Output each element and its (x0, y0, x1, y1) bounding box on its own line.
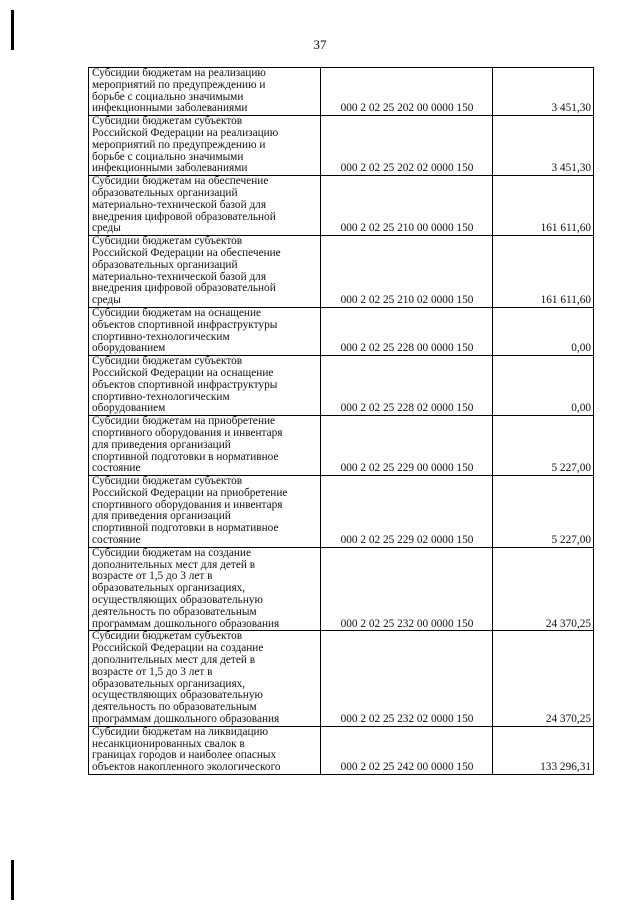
row-description: Субсидии бюджетам субъектов Российской Федерации на приобретение спортивного оборудования и инвентаря для приведения организаций спортивной подготовки в нормативное состояние (92, 475, 288, 547)
row-description: Субсидии бюджетам субъектов Российской Федерации на оснащение объектов спортивной инфраструктуры спортивно-технологическим оборудованием (92, 355, 278, 415)
row-description-cell (89, 631, 321, 726)
table-row (89, 476, 594, 548)
row-description-cell (89, 116, 321, 176)
table-row (89, 116, 594, 176)
table-row (89, 631, 594, 726)
row-description-cell (89, 356, 321, 416)
row-budget-code: 000 2 02 25 202 00 0000 150 (321, 68, 493, 116)
row-description-cell (89, 68, 321, 116)
row-amount: 0,00 (493, 307, 594, 355)
table-row (89, 726, 594, 774)
table-row (89, 236, 594, 308)
row-description: Субсидии бюджетам субъектов Российской Федерации на создание дополнительных мест для детей в возрасте от 1,5 до 3 лет в образовательных организациях, осуществляющих образовательную деятельность по образовательным программам дошкольного образования (92, 630, 280, 726)
row-description-cell (89, 176, 321, 236)
table-row (89, 176, 594, 236)
row-amount: 5 227,00 (493, 476, 594, 548)
row-description: Субсидии бюджетам субъектов Российской Федерации на обеспечение образовательных организаций материально-технической базой для внедрения цифровой образовательной среды (92, 235, 281, 307)
row-budget-code: 000 2 02 25 228 02 0000 150 (321, 356, 493, 416)
table-row (89, 416, 594, 476)
row-amount: 3 451,30 (493, 116, 594, 176)
row-budget-code: 000 2 02 25 210 02 0000 150 (321, 236, 493, 308)
row-amount: 0,00 (493, 356, 594, 416)
row-description-cell (89, 416, 321, 476)
row-description: Субсидии бюджетам на приобретение спортивного оборудования и инвентаря для приведения организаций спортивной подготовки в нормативное состояние (92, 415, 283, 475)
table-row (89, 356, 594, 416)
budget-table (88, 67, 594, 775)
table-row (89, 307, 594, 355)
row-description: Субсидии бюджетам на создание дополнительных мест для детей в возрасте от 1,5 до 3 лет в образовательных организациях, осуществляющих образовательную деятельность по образовательным программам дошкольного образования (92, 546, 280, 630)
row-description-cell (89, 307, 321, 355)
row-description: Субсидии бюджетам на реализацию мероприятий по предупреждению и борьбе с социально значимыми инфекционными заболеваниями (92, 67, 266, 115)
row-amount: 3 451,30 (493, 68, 594, 116)
row-amount: 5 227,00 (493, 416, 594, 476)
row-amount: 133 296,31 (493, 726, 594, 774)
row-amount: 161 611,60 (493, 176, 594, 236)
row-budget-code: 000 2 02 25 232 00 0000 150 (321, 547, 493, 631)
row-amount: 161 611,60 (493, 236, 594, 308)
row-description: Субсидии бюджетам на обеспечение образовательных организаций материально-технической базой для внедрения цифровой образовательной среды (92, 175, 276, 235)
row-budget-code: 000 2 02 25 229 02 0000 150 (321, 476, 493, 548)
row-description-cell (89, 726, 321, 774)
table-row (89, 547, 594, 631)
row-budget-code: 000 2 02 25 210 00 0000 150 (321, 176, 493, 236)
row-budget-code: 000 2 02 25 229 00 0000 150 (321, 416, 493, 476)
row-description-cell (89, 236, 321, 308)
budget-table-body (89, 68, 594, 775)
page-number: 37 (313, 37, 327, 52)
row-description: Субсидии бюджетам субъектов Российской Федерации на реализацию мероприятий по предупреждению и борьбе с социально значимыми инфекционными заболеваниями (92, 115, 279, 175)
row-description-cell (89, 547, 321, 631)
row-amount: 24 370,25 (493, 631, 594, 726)
row-description: Субсидии бюджетам на оснащение объектов спортивной инфраструктуры спортивно-технологическим оборудованием (92, 306, 278, 355)
row-budget-code: 000 2 02 25 242 00 0000 150 (321, 726, 493, 774)
row-amount: 24 370,25 (493, 547, 594, 631)
left-margin-bar-bottom (11, 860, 14, 900)
table-row (89, 68, 594, 116)
row-description: Субсидии бюджетам на ликвидацию несанкционированных свалок в границах городов и наиболее опасных объектов накопленного экологического (92, 725, 281, 774)
row-budget-code: 000 2 02 25 228 00 0000 150 (321, 307, 493, 355)
row-description-cell (89, 476, 321, 548)
row-budget-code: 000 2 02 25 202 02 0000 150 (321, 116, 493, 176)
row-budget-code: 000 2 02 25 232 02 0000 150 (321, 631, 493, 726)
